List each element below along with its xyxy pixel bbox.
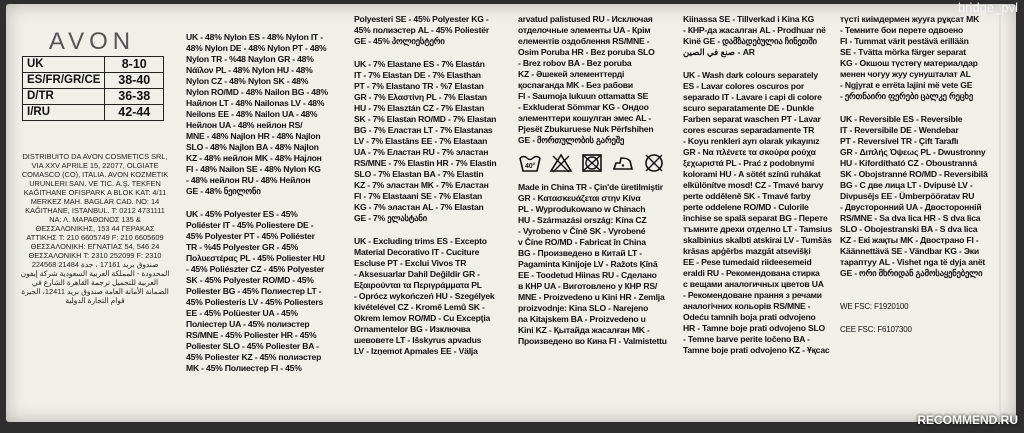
label-text-line: BG - Произведено в Китай LT - — [518, 248, 642, 258]
label-text-line: Нейлон UA - 48% нейлон RS/ — [186, 120, 303, 130]
label-text-line: PT - Reversível TR - Çift Taraflı — [840, 136, 959, 146]
label-text-line: - Exkluderat Sömmar KG - Ондоо — [518, 102, 649, 112]
label-text-line: PL - Wyprodukowano w Chinach — [518, 204, 646, 214]
label-text-line: TR - %45 Polyester GR - 45% — [186, 242, 299, 252]
size-value: 36-38 — [105, 89, 164, 105]
size-row — [23, 57, 164, 73]
label-text-line: IT - 7% Elastan DE - 7% Elasthan — [354, 70, 481, 80]
label-text-line: 45% полиэстер AL - 45% Poliestër — [354, 25, 490, 35]
label-text-line: Произведено во Кина FI - Valmistettu — [518, 336, 667, 346]
label-text-line: Nylon TR - %48 Naylon GR - 48% — [186, 54, 314, 64]
label-text-line: KZ - 48% нейлон MK - 48% Најлон — [186, 153, 322, 163]
label-text-line: UK - Reversible ES - Reversible — [840, 114, 963, 124]
label-text-line: менен чогуу жуу сунушталат AL — [840, 69, 971, 79]
label-text-line: separado IT - Lavare i capi di colore — [683, 92, 822, 102]
label-text-line: perte odděleně SK - Tmavé farby — [683, 191, 811, 201]
label-text-line: - 48% нейлон RU - 48% Нейлон — [186, 175, 311, 185]
label-text-line: - Vyrobeno v Číně SK - Vyrobené — [518, 226, 646, 236]
size-value: 38-40 — [105, 73, 164, 89]
label-text-line: 45% Polyester PT - 45% Poliéster — [186, 231, 315, 241]
label-text-line: GR - 7% Ελαστίνη PL - 7% Elastan — [354, 92, 487, 102]
no-tumble-dry-icon — [580, 152, 604, 174]
label-text-line: HU - Kifordítható CZ - Oboustranná — [840, 158, 977, 168]
label-text-line: Poliester SLO - 45% Poliester BA - — [186, 341, 319, 351]
label-text-line: - Temne barve perite ločeno BA - — [683, 334, 810, 344]
label-text-line: Divpusējs EE - Ümberpööratav RU — [840, 191, 975, 201]
label-text-line: Okrem lemov RO/MD - Cu Excepţia — [354, 313, 491, 323]
label-text-line: GE - ორი მხრიდან გამოსაყენებელი — [840, 268, 983, 278]
label-text-line: Kini KZ - Қытайда жасалған MK - — [518, 325, 650, 335]
distributor-text: DISTRIBUITO DA AVON COSMETICS SRL, VIA XXV APRILE 15, 22077, OLGIATE COMASCO (CO), ITALIA. AVON KOZMETIK URUNLERI SAN. VE TIC. A.Ş. TEKFEN KAĞITHANE OFISPARK A BLOK KAT: 4/11 MERKEZ MAH. BAGLAR CAD. NO: 14 KAĞITHANE, ISTANBUL. T: 0212 4731111 ΝΑ: Λ. ΜΑΡΑΘΩΝΟΣ 135 & ΘΕΣΣΑΛΟΝΙΚΗΣ, 153 44 ΓΕΡΑΚΑΣ ΑΤΤΙΚΗΣ T: 210 6605749 F: 210 6605609 ΘΕΣΣΑΛΟΝΙΚΗ: ΕΓΝΑΤΙΑΣ 54, 546 24 ΘΕΣΣΑΛΟΝΙΚΗ T: 2310 252099 F: 2310 224568 صندوق بريد 17161 ، جدة 21484 المحدودة - المملكة العربية السعودية شركة إيفون العربية للتجميل ترجمة القاهرة الشارع في الضمانة الأمانة العامة صندوق بريد 12411، الجيزة قوام التجارة الدولية — [20, 152, 170, 305]
label-text-line: KZ - 7% эластан MK - 7% Еластан — [354, 180, 489, 190]
label-text-line: EE - 45% Polüester UA - 45% — [186, 308, 298, 318]
label-text-line: Εξαιρούνται τα Περιγράμματα PL — [354, 280, 482, 290]
label-text-line: RS/MNE - Sa dva lica HR - S dva lica — [840, 213, 981, 223]
label-text-line: Made in China TR - Çin'de üretilmiştir — [518, 182, 663, 192]
label-text-line: arvatud palistused RU - Исключая — [518, 14, 653, 24]
label-text-line: HU - Származási ország: Kína CZ — [518, 215, 647, 225]
label-text-line: Polyesteri SE - 45% Polyester KG - — [354, 14, 489, 24]
label-text-line: - Рекомендоване прання з речами — [683, 290, 822, 300]
composition-nylon-polyester-column — [186, 32, 354, 374]
size-code: D/TR — [23, 89, 105, 105]
label-text-line: GR - Διπλής Όψεως PL - Dwustronny — [840, 147, 986, 157]
label-text-line: 48% Nylon DE - 48% Nylon PT - 48% — [186, 43, 327, 53]
label-text-line: аналогічних кольорів RS/MNE - — [683, 301, 811, 311]
size-value: 8-10 — [105, 57, 164, 73]
label-text-line: UK - Wash dark colours separately — [683, 70, 818, 80]
label-text-line: Neilons EE - 48% Nailon UA - 48% — [186, 109, 318, 119]
label-text-line: FI - 48% Nailon SE - 48% Nylon KG — [186, 164, 321, 174]
iron-low-icon — [611, 152, 635, 174]
wash-instructions-column — [683, 14, 837, 356]
label-text-line: IT - Reversibile DE - Wendebar — [840, 125, 959, 135]
label-text-line: FI - Saumoja lukuun ottamatta SE — [518, 91, 649, 101]
label-text-line: Farben separat waschen PT - Lavar — [683, 114, 821, 124]
size-code: UK — [23, 57, 105, 73]
label-text-line: отделочные элементы UA - Крім — [518, 25, 651, 35]
size-value: 42-44 — [105, 105, 164, 121]
label-text-line: Ornamentelor BG - Изключва — [354, 324, 471, 334]
no-bleach-icon — [549, 152, 573, 174]
care-icons — [518, 152, 678, 174]
label-text-line: Kinë GE - დამზადებულია ჩინეთში — [683, 36, 817, 46]
label-text-line: Escluse PT - Exclui Vivos TR — [354, 258, 467, 268]
label-text-line: KG - 7% эластан AL - 7% Elastan — [354, 202, 484, 212]
label-text-line: GE - 7% ელასტანი — [354, 213, 427, 223]
label-text-line: LV - Izņemot Apmales EE - Välja — [354, 346, 478, 356]
label-text-line: SLO - 7% Elastan BA - 7% Elastin — [354, 169, 484, 179]
label-text-line: GE - 48% ნეილონი — [186, 186, 261, 196]
size-row — [23, 73, 164, 89]
label-text-line: Osim Poruba HR - Bez poruba SLO — [518, 47, 655, 57]
label-text-line: skalbinius skalbti atskirai LV - Tumšās — [683, 235, 832, 245]
label-text-line: Tamne boje prati odvojeno KZ - Ұқсас — [683, 345, 830, 355]
label-text-line: Найлон LT - 48% Nailonas LV - 48% — [186, 98, 325, 108]
label-text-line: EE - Pese tumedaid riideesemeid — [683, 257, 812, 267]
label-text-line: perte oddelene RO/MD - Culorile — [683, 202, 809, 212]
label-text-line: - Aksesuarlar Dahil Değildir GR - — [354, 269, 480, 279]
label-text-line: BG - С две лица LT - Dvipusė LV - — [840, 180, 973, 190]
label-text-line: صنع في الصين - AR — [683, 47, 755, 57]
label-text-line: Nylon CZ - 48% Nylon SK - 48% — [186, 76, 309, 86]
label-text-line: UK - 48% Nylon ES - 48% Nylon IT - — [186, 32, 323, 42]
label-text-line: - Двусторонний UA - Двосторонній — [840, 202, 982, 212]
reversible-column — [840, 14, 990, 335]
label-text-line: түсті киімдермен жууға рұқсат MK — [840, 14, 980, 24]
label-text-line: MK - 45% Полиестер FI - 45% — [186, 363, 302, 373]
care-label — [6, 4, 1016, 422]
label-text-line: Kiinassa SE - Tillverkad i Kina KG — [683, 14, 815, 24]
label-text-line: Poliéster IT - 45% Poliestere DE - — [186, 220, 314, 230]
label-text-line: Poliester BG - 45% Полиестер LT - — [186, 286, 322, 296]
label-text-line: UK - Excluding trims ES - Excepto — [354, 236, 487, 246]
label-text-line: в КНР UA - Виготовлено у КНР RS/ — [518, 281, 658, 291]
fsc-code-we: WE FSC: F1920100 — [840, 302, 909, 311]
label-text-line: na Kitajskem BA - Proizvedeno u — [518, 314, 646, 324]
label-text-line: krāsas apģērbs mazgāt atsevišķi — [683, 246, 811, 256]
paragraph-gap — [683, 58, 837, 70]
label-text-line: Πολυεστέρας PL - 45% Poliester HU — [186, 253, 325, 263]
label-text-line: FI - Tummat värit pestävä erillään — [840, 36, 969, 46]
label-text-line: LV - 7% Elastāns EE - 7% Elastaan — [354, 136, 488, 146]
label-text-line: FI - 7% Elastaani SE - 7% Elastan — [354, 191, 483, 201]
label-text-line: Pjesët Zbukuruese Nuk Përfshihen — [518, 124, 654, 134]
no-dry-clean-icon — [642, 152, 666, 174]
label-text-line: elkülönítve mosd! CZ - Tmavé barvy — [683, 180, 824, 190]
brand-logo: AVON — [48, 28, 136, 55]
label-text-line: scuro separatamente DE - Dunkle — [683, 103, 814, 113]
label-text-line: MNE - Proizvedeno u Kini HR - Zemlja — [518, 292, 665, 302]
label-text-line: Nylon RO/MD - 48% Nailon BG - 48% — [186, 87, 328, 97]
label-text-line: 45% Poliester KZ - 45% полиэстер — [186, 352, 322, 362]
label-text-line: v Číne RO/MD - Fabricat în China — [518, 237, 646, 247]
label-text-line: SLO - 48% Najlon BA - 48% Najlon — [186, 142, 319, 152]
label-text-line: HU - 7% Elasztán CZ - 7% Elastan — [354, 103, 485, 113]
paragraph-gap — [354, 47, 519, 59]
label-text-line: KZ - Екі жақты MK - Двострано FI - — [840, 235, 979, 245]
size-row — [23, 105, 164, 121]
label-text-line: қоспағанда MK - Без рабови — [518, 80, 633, 90]
label-text-line: UK - 45% Polyester ES - 45% — [186, 209, 298, 219]
composition-elastane-trims-column — [354, 14, 519, 357]
label-text-line: kivételével CZ - Kromě Lemů SK - — [354, 302, 485, 312]
fsc-code-cee: CEE FSC: F6107300 — [840, 325, 912, 334]
label-text-line: - Oprócz wykończeń HU - Szegélyek — [354, 291, 495, 301]
label-text-line: - Темните бои перете одвоено — [840, 25, 964, 35]
label-text-line: Material Decorativo IT - Cuciture — [354, 247, 480, 257]
label-text-line: EE - Toodetud Hiinas RU - Сделано — [518, 270, 657, 280]
size-code: I/RU — [23, 105, 105, 121]
paragraph-gap — [840, 102, 990, 114]
label-text-line: SLO - Obojestranski BA - S dva lica — [840, 224, 978, 234]
trims-origin-column — [518, 14, 678, 347]
label-text-line: - Koyu renkleri ayrı olarak yıkayınız — [683, 136, 820, 146]
label-text-line: UK - 7% Elastane ES - 7% Elastán — [354, 59, 485, 69]
label-text-line: cores escuras separadamente TR — [683, 125, 815, 135]
label-text-line: eraldi RU - Рекомендована стирка — [683, 268, 820, 278]
label-text-line: 45% Poliesteris LV - 45% Poliesters — [186, 297, 324, 307]
label-text-line: ES - Lavar colores oscuros por — [683, 81, 805, 91]
label-text-line: KZ - Әшекей элементтерді — [518, 69, 625, 79]
label-text-line: - Ngjyrat e errëta lajini më vete GE — [840, 80, 973, 90]
paragraph-gap — [354, 224, 519, 236]
label-text-line: - ერთნაირი ფერები ცალკე რეცხე — [840, 91, 973, 101]
svg-text:40°: 40° — [525, 163, 535, 170]
label-text-line: Pagaminta Kinijoje LV - Ražots Ķīnā — [518, 259, 658, 269]
label-text-line: GE - მორთულობის გარეშე — [518, 135, 625, 145]
label-text-line: GR - Να πλένετε τα σκούρα ρούχα — [683, 147, 816, 157]
paragraph-gap — [186, 197, 354, 209]
size-code: ES/FR/GR/CE — [23, 73, 105, 89]
label-text-line: элементтери кошулган эмес AL - — [518, 113, 652, 123]
username-watermark: bridge_pvl — [958, 0, 1018, 15]
site-watermark: RECOMMEND.RU — [917, 413, 1018, 427]
label-text-line: ξεχωριστά PL - Prać z podobnymi — [683, 158, 815, 168]
label-text-line: SK - 45% Polyester RO/MD - 45% — [186, 275, 314, 285]
label-text-line: Käännettävä SE - Vändbar KG - Эки — [840, 246, 979, 256]
label-text-line: UA - 7% Еластан RU - 7% эластан — [354, 147, 489, 157]
label-text-line: - 45% Poliészter CZ - 45% Polyester — [186, 264, 325, 274]
size-row — [23, 89, 164, 105]
label-text-line: GE - 45% პოლიესტერი — [354, 36, 445, 46]
label-text-line: SE - Tvätta mörka färger separat — [840, 47, 966, 57]
size-table — [22, 56, 164, 121]
label-edge — [999, 4, 1001, 422]
label-text-line: GR - Κατασκευάζεται στην Κίνα — [518, 193, 641, 203]
label-text-line: тъмните дрехи отделно LT - Tamsius — [683, 224, 833, 234]
label-text-line: елементів оздоблення RS/MNE - — [518, 36, 650, 46]
label-text-line: Odeću tamnih boja prati odvojeno — [683, 312, 816, 322]
label-text-line: proizvodnje: Kina SLO - Narejeno — [518, 303, 649, 313]
label-text-line: kolorami HU - A sötét színű ruhákat — [683, 169, 821, 179]
label-text-line: - КНР-да жасалган AL - Prodhuar në — [683, 25, 826, 35]
label-text-line: Νάϊλον PL - 48% Nylon HU - 48% — [186, 65, 313, 75]
label-text-line: SK - Obojstranné RO/MD - Reversibilă — [840, 169, 988, 179]
label-text-line: SK - 7% Elastan RO/MD - 7% Elastan — [354, 114, 497, 124]
label-text-line: - Brez robov BA - Bez poruba — [518, 58, 632, 68]
label-text-line: тараптуу AL - Vishet nga të dyja anët — [840, 257, 986, 267]
label-text-line: MNE - 48% Najlon HR - 48% Najlon — [186, 131, 321, 141]
label-text-line: с вещами аналогичных цветов UA — [683, 279, 824, 289]
label-text-line: închise se spală separat BG - Перете — [683, 213, 828, 223]
label-text-line: BG - 7% Еластан LT - 7% Elastanas — [354, 125, 493, 135]
label-text-line: Поліестер UA - 45% полиэстер — [186, 319, 310, 329]
label-text-line: шевовете LT - Išskyrus apvadus — [354, 335, 482, 345]
label-text-line: RS/MNE - 45% Poliester HR - 45% — [186, 330, 317, 340]
label-text-line: HR - Tamne boje prati odvojeno SLO — [683, 323, 826, 333]
label-text-line: RS/MNE - 7% Elastin HR - 7% Elastin — [354, 158, 497, 168]
label-text-line: KG - Окшош түстөгү материалдар — [840, 58, 978, 68]
wash-40-icon — [518, 152, 542, 174]
label-text-line: PT - 7% Elastano TR - %7 Elastan — [354, 81, 484, 91]
